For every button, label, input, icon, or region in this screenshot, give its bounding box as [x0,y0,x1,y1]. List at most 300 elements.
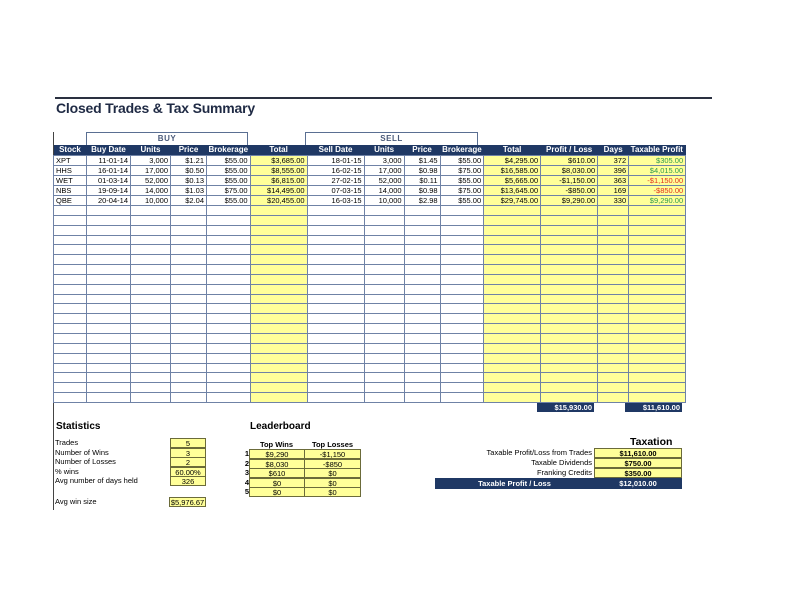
cell-buy-units[interactable] [131,284,171,294]
cell-buy-price[interactable] [171,333,207,343]
cell-sell-total[interactable] [484,235,541,245]
cell-sell-brokerage[interactable] [440,373,484,383]
cell-sell-price[interactable] [404,215,440,225]
stat-value-trades[interactable]: 5 [170,438,206,448]
cell-buy-price[interactable] [171,265,207,275]
cell-buy-brokerage[interactable] [207,265,251,275]
cell-sell-date[interactable]: 18-01-15 [307,156,364,166]
cell-taxable-profit[interactable]: $9,290.00 [629,196,686,206]
cell-buy-price[interactable] [171,206,207,216]
cell-buy-brokerage[interactable] [207,304,251,314]
tax-value-trades[interactable]: $11,610.00 [594,448,682,458]
cell-sell-price[interactable] [404,333,440,343]
cell-profit-loss[interactable] [541,215,598,225]
stat-value-losses[interactable]: 2 [170,457,206,467]
cell-sell-date[interactable] [307,373,364,383]
cell-profit-loss[interactable]: -$850.00 [541,186,598,196]
cell-buy-brokerage[interactable] [207,333,251,343]
col-taxable-profit[interactable]: Taxable Profit [629,145,686,156]
cell-taxable-profit[interactable] [629,206,686,216]
cell-buy-brokerage[interactable] [207,363,251,373]
cell-sell-price[interactable] [404,255,440,265]
cell-buy-date[interactable] [87,314,131,324]
cell-sell-price[interactable] [404,383,440,393]
cell-sell-price[interactable] [404,274,440,284]
cell-sell-brokerage[interactable] [440,215,484,225]
cell-sell-price[interactable] [404,225,440,235]
cell-profit-loss[interactable] [541,304,598,314]
cell-taxable-profit[interactable] [629,393,686,403]
cell-sell-price[interactable] [404,324,440,334]
cell-days[interactable] [598,343,629,353]
cell-buy-units[interactable] [131,393,171,403]
cell-days[interactable] [598,274,629,284]
cell-sell-total[interactable] [484,343,541,353]
col-sell-total[interactable]: Total [484,145,541,156]
cell-sell-units[interactable]: 14,000 [364,186,404,196]
cell-sell-price[interactable] [404,314,440,324]
cell-sell-price[interactable]: $0.11 [404,176,440,186]
stat-value-pct-wins[interactable]: 60.00% [170,467,206,477]
cell-sell-date[interactable] [307,215,364,225]
cell-sell-units[interactable] [364,294,404,304]
cell-stock[interactable] [54,245,87,255]
cell-sell-price[interactable] [404,245,440,255]
col-days[interactable]: Days [598,145,629,156]
cell-sell-date[interactable]: 07-03-15 [307,186,364,196]
cell-buy-total[interactable] [250,393,307,403]
cell-buy-units[interactable] [131,383,171,393]
cell-buy-price[interactable]: $0.13 [171,176,207,186]
cell-buy-date[interactable] [87,206,131,216]
cell-buy-total[interactable] [250,294,307,304]
cell-sell-units[interactable]: 17,000 [364,166,404,176]
cell-sell-brokerage[interactable] [440,324,484,334]
cell-buy-brokerage[interactable] [207,235,251,245]
cell-sell-total[interactable] [484,265,541,275]
cell-buy-price[interactable] [171,255,207,265]
cell-stock[interactable]: NBS [54,186,87,196]
cell-sell-date[interactable] [307,393,364,403]
cell-buy-price[interactable] [171,324,207,334]
cell-buy-total[interactable] [250,274,307,284]
cell-profit-loss[interactable] [541,284,598,294]
profit-loss-total[interactable]: $15,930.00 [537,403,594,412]
cell-sell-total[interactable] [484,363,541,373]
cell-buy-units[interactable] [131,255,171,265]
cell-stock[interactable]: WET [54,176,87,186]
cell-sell-date[interactable] [307,353,364,363]
cell-buy-price[interactable]: $0.50 [171,166,207,176]
cell-buy-price[interactable] [171,235,207,245]
cell-buy-units[interactable] [131,304,171,314]
cell-stock[interactable]: XPT [54,156,87,166]
col-sell-date[interactable]: Sell Date [307,145,364,156]
cell-sell-units[interactable] [364,333,404,343]
cell-taxable-profit[interactable]: -$1,150.00 [629,176,686,186]
cell-buy-price[interactable] [171,225,207,235]
cell-sell-date[interactable] [307,294,364,304]
col-stock[interactable]: Stock [54,145,87,156]
cell-profit-loss[interactable] [541,353,598,363]
cell-sell-units[interactable]: 10,000 [364,196,404,206]
cell-profit-loss[interactable] [541,343,598,353]
cell-sell-date[interactable] [307,265,364,275]
cell-profit-loss[interactable] [541,235,598,245]
cell-profit-loss[interactable] [541,383,598,393]
cell-sell-units[interactable]: 3,000 [364,156,404,166]
cell-sell-date[interactable] [307,314,364,324]
cell-sell-units[interactable]: 52,000 [364,176,404,186]
cell-sell-brokerage[interactable] [440,235,484,245]
cell-buy-date[interactable] [87,353,131,363]
cell-buy-units[interactable]: 3,000 [131,156,171,166]
cell-taxable-profit[interactable] [629,284,686,294]
col-buy-price[interactable]: Price [171,145,207,156]
cell-sell-units[interactable] [364,274,404,284]
cell-sell-price[interactable] [404,294,440,304]
cell-sell-date[interactable] [307,255,364,265]
cell-buy-price[interactable] [171,314,207,324]
cell-buy-total[interactable]: $3,685.00 [250,156,307,166]
tax-total-value[interactable]: $12,010.00 [619,479,657,488]
cell-buy-units[interactable]: 14,000 [131,186,171,196]
cell-sell-units[interactable] [364,215,404,225]
cell-sell-total[interactable] [484,206,541,216]
cell-days[interactable] [598,383,629,393]
cell-buy-units[interactable] [131,353,171,363]
cell-sell-brokerage[interactable] [440,383,484,393]
cell-days[interactable] [598,235,629,245]
cell-buy-units[interactable] [131,343,171,353]
cell-buy-units[interactable]: 17,000 [131,166,171,176]
cell-taxable-profit[interactable] [629,314,686,324]
top-loss-value[interactable]: $0 [304,468,361,478]
cell-sell-price[interactable] [404,265,440,275]
cell-buy-brokerage[interactable]: $55.00 [207,166,251,176]
cell-days[interactable] [598,225,629,235]
cell-buy-price[interactable]: $1.03 [171,186,207,196]
cell-sell-date[interactable] [307,235,364,245]
top-loss-value[interactable]: -$1,150 [304,449,361,459]
cell-sell-price[interactable] [404,353,440,363]
cell-sell-units[interactable] [364,353,404,363]
cell-taxable-profit[interactable]: $4,015.00 [629,166,686,176]
cell-sell-date[interactable] [307,206,364,216]
cell-profit-loss[interactable] [541,363,598,373]
cell-sell-price[interactable] [404,235,440,245]
cell-sell-price[interactable] [404,206,440,216]
cell-buy-total[interactable] [250,353,307,363]
cell-taxable-profit[interactable] [629,383,686,393]
cell-taxable-profit[interactable] [629,324,686,334]
cell-buy-total[interactable] [250,333,307,343]
cell-sell-date[interactable]: 16-03-15 [307,196,364,206]
cell-sell-date[interactable] [307,245,364,255]
cell-stock[interactable] [54,324,87,334]
cell-profit-loss[interactable] [541,206,598,216]
cell-profit-loss[interactable] [541,274,598,284]
cell-sell-date[interactable] [307,363,364,373]
col-profit-loss[interactable]: Profit / Loss [541,145,598,156]
cell-buy-brokerage[interactable] [207,284,251,294]
cell-buy-date[interactable] [87,274,131,284]
cell-days[interactable]: 330 [598,196,629,206]
cell-days[interactable] [598,363,629,373]
cell-sell-total[interactable] [484,284,541,294]
cell-buy-units[interactable] [131,215,171,225]
cell-sell-brokerage[interactable] [440,333,484,343]
cell-stock[interactable] [54,265,87,275]
cell-profit-loss[interactable] [541,393,598,403]
cell-sell-total[interactable] [484,383,541,393]
cell-buy-total[interactable] [250,363,307,373]
cell-stock[interactable] [54,255,87,265]
cell-sell-price[interactable]: $1.45 [404,156,440,166]
cell-buy-date[interactable] [87,215,131,225]
cell-taxable-profit[interactable] [629,333,686,343]
col-sell-units[interactable]: Units [364,145,404,156]
cell-stock[interactable] [54,343,87,353]
cell-sell-brokerage[interactable] [440,393,484,403]
cell-stock[interactable] [54,373,87,383]
cell-buy-brokerage[interactable] [207,373,251,383]
top-win-value[interactable]: $8,030 [249,459,305,469]
cell-buy-units[interactable] [131,265,171,275]
cell-buy-units[interactable] [131,324,171,334]
cell-sell-total[interactable] [484,274,541,284]
cell-days[interactable] [598,245,629,255]
cell-taxable-profit[interactable]: $305.00 [629,156,686,166]
cell-sell-price[interactable] [404,373,440,383]
cell-buy-units[interactable] [131,373,171,383]
cell-sell-total[interactable] [484,225,541,235]
cell-sell-brokerage[interactable] [440,274,484,284]
cell-sell-units[interactable] [364,304,404,314]
tax-value-franking[interactable]: $350.00 [594,468,682,478]
cell-stock[interactable] [54,314,87,324]
cell-buy-date[interactable] [87,333,131,343]
cell-buy-date[interactable] [87,343,131,353]
cell-taxable-profit[interactable] [629,294,686,304]
cell-buy-brokerage[interactable] [207,383,251,393]
cell-buy-total[interactable]: $14,495.00 [250,186,307,196]
cell-buy-units[interactable]: 52,000 [131,176,171,186]
col-sell-price[interactable]: Price [404,145,440,156]
cell-buy-units[interactable] [131,333,171,343]
cell-buy-brokerage[interactable] [207,245,251,255]
cell-days[interactable] [598,353,629,363]
cell-days[interactable]: 363 [598,176,629,186]
cell-buy-date[interactable]: 20-04-14 [87,196,131,206]
cell-taxable-profit[interactable] [629,225,686,235]
cell-stock[interactable] [54,383,87,393]
cell-stock[interactable] [54,353,87,363]
top-loss-value[interactable]: $0 [304,487,361,497]
cell-sell-date[interactable] [307,383,364,393]
cell-buy-total[interactable] [250,255,307,265]
cell-sell-date[interactable] [307,225,364,235]
cell-buy-date[interactable] [87,235,131,245]
cell-sell-total[interactable] [484,215,541,225]
cell-buy-brokerage[interactable]: $55.00 [207,196,251,206]
cell-buy-price[interactable] [171,304,207,314]
cell-buy-total[interactable] [250,284,307,294]
cell-buy-units[interactable] [131,363,171,373]
cell-sell-price[interactable]: $0.98 [404,186,440,196]
cell-sell-brokerage[interactable]: $75.00 [440,166,484,176]
cell-profit-loss[interactable]: $610.00 [541,156,598,166]
cell-days[interactable] [598,215,629,225]
cell-sell-total[interactable] [484,255,541,265]
cell-sell-price[interactable]: $2.98 [404,196,440,206]
cell-buy-total[interactable]: $6,815.00 [250,176,307,186]
top-loss-value[interactable]: $0 [304,478,361,488]
cell-buy-units[interactable] [131,294,171,304]
col-sell-brokerage[interactable]: Brokerage [442,145,482,154]
stat-value-wins[interactable]: 3 [170,448,206,458]
cell-sell-total[interactable] [484,245,541,255]
cell-buy-total[interactable] [250,373,307,383]
cell-buy-total[interactable] [250,383,307,393]
cell-taxable-profit[interactable] [629,274,686,284]
cell-sell-brokerage[interactable]: $55.00 [440,196,484,206]
cell-buy-total[interactable] [250,215,307,225]
cell-sell-units[interactable] [364,393,404,403]
cell-sell-units[interactable] [364,245,404,255]
cell-sell-brokerage[interactable] [440,363,484,373]
cell-profit-loss[interactable] [541,245,598,255]
cell-sell-units[interactable] [364,235,404,245]
cell-sell-units[interactable] [364,225,404,235]
cell-sell-total[interactable] [484,333,541,343]
cell-sell-brokerage[interactable] [440,294,484,304]
top-loss-value[interactable]: -$850 [304,459,361,469]
cell-profit-loss[interactable] [541,294,598,304]
cell-stock[interactable] [54,294,87,304]
col-buy-date[interactable]: Buy Date [87,145,131,156]
cell-sell-date[interactable] [307,304,364,314]
cell-buy-date[interactable]: 16-01-14 [87,166,131,176]
cell-sell-total[interactable] [484,324,541,334]
cell-stock[interactable] [54,215,87,225]
cell-profit-loss[interactable]: $8,030.00 [541,166,598,176]
tax-value-dividends[interactable]: $750.00 [594,458,682,468]
cell-taxable-profit[interactable] [629,235,686,245]
col-buy-brokerage[interactable]: Brokerage [208,145,249,154]
stat-value-avg-days[interactable]: 326 [170,476,206,486]
cell-buy-brokerage[interactable]: $55.00 [207,176,251,186]
cell-sell-brokerage[interactable] [440,255,484,265]
cell-buy-brokerage[interactable] [207,255,251,265]
cell-days[interactable] [598,324,629,334]
cell-buy-brokerage[interactable] [207,343,251,353]
cell-stock[interactable] [54,393,87,403]
cell-buy-brokerage[interactable] [207,206,251,216]
cell-buy-price[interactable]: $1.21 [171,156,207,166]
cell-sell-units[interactable] [364,255,404,265]
cell-sell-units[interactable] [364,383,404,393]
cell-sell-brokerage[interactable]: $55.00 [440,176,484,186]
cell-taxable-profit[interactable] [629,215,686,225]
cell-sell-brokerage[interactable] [440,225,484,235]
cell-buy-date[interactable] [87,245,131,255]
cell-buy-date[interactable] [87,373,131,383]
cell-buy-date[interactable] [87,294,131,304]
cell-stock[interactable] [54,363,87,373]
cell-taxable-profit[interactable] [629,255,686,265]
cell-sell-brokerage[interactable] [440,343,484,353]
cell-sell-price[interactable] [404,363,440,373]
cell-sell-brokerage[interactable] [440,265,484,275]
cell-days[interactable] [598,333,629,343]
cell-sell-date[interactable]: 27-02-15 [307,176,364,186]
cell-sell-price[interactable] [404,393,440,403]
cell-sell-total[interactable] [484,304,541,314]
cell-buy-date[interactable] [87,363,131,373]
cell-buy-date[interactable] [87,265,131,275]
cell-sell-price[interactable] [404,284,440,294]
cell-sell-units[interactable] [364,265,404,275]
cell-buy-units[interactable] [131,274,171,284]
cell-buy-brokerage[interactable]: $55.00 [207,156,251,166]
cell-buy-price[interactable] [171,343,207,353]
cell-profit-loss[interactable] [541,373,598,383]
cell-sell-price[interactable]: $0.98 [404,166,440,176]
cell-buy-date[interactable] [87,324,131,334]
cell-buy-brokerage[interactable] [207,215,251,225]
cell-buy-total[interactable] [250,225,307,235]
cell-sell-units[interactable] [364,206,404,216]
cell-stock[interactable]: QBE [54,196,87,206]
cell-profit-loss[interactable] [541,255,598,265]
cell-buy-price[interactable] [171,373,207,383]
cell-buy-total[interactable] [250,206,307,216]
cell-sell-total[interactable]: $16,585.00 [484,166,541,176]
cell-sell-units[interactable] [364,284,404,294]
cell-sell-total[interactable] [484,353,541,363]
cell-sell-brokerage[interactable] [440,284,484,294]
cell-sell-brokerage[interactable]: $55.00 [440,156,484,166]
cell-days[interactable] [598,314,629,324]
cell-sell-brokerage[interactable]: $75.00 [440,186,484,196]
cell-profit-loss[interactable] [541,265,598,275]
cell-days[interactable] [598,393,629,403]
cell-stock[interactable]: HHS [54,166,87,176]
cell-buy-date[interactable] [87,255,131,265]
cell-sell-brokerage[interactable] [440,353,484,363]
cell-buy-price[interactable] [171,245,207,255]
cell-sell-total[interactable]: $29,745.00 [484,196,541,206]
cell-buy-price[interactable] [171,393,207,403]
cell-sell-total[interactable] [484,314,541,324]
cell-stock[interactable] [54,304,87,314]
cell-stock[interactable] [54,274,87,284]
cell-buy-total[interactable] [250,304,307,314]
top-win-value[interactable]: $0 [249,478,305,488]
cell-buy-price[interactable] [171,383,207,393]
cell-taxable-profit[interactable] [629,343,686,353]
cell-buy-price[interactable] [171,353,207,363]
cell-sell-total[interactable] [484,393,541,403]
cell-sell-units[interactable] [364,373,404,383]
cell-days[interactable] [598,294,629,304]
cell-buy-units[interactable] [131,225,171,235]
cell-taxable-profit[interactable] [629,245,686,255]
cell-buy-price[interactable] [171,274,207,284]
cell-buy-units[interactable] [131,206,171,216]
col-buy-total[interactable]: Total [250,145,307,156]
